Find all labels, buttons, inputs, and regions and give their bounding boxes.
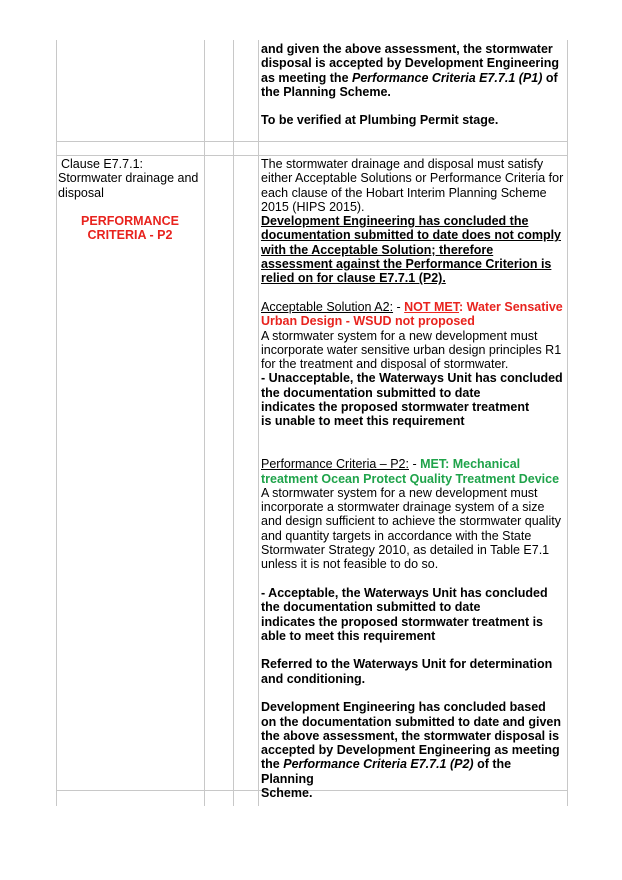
final-conclusion-line: on the documentation submitted to date and given [261, 714, 562, 729]
top-row-line: as meeting the Performance Criteria E7.7.1 (P1) of [261, 70, 558, 85]
p2-status: MET: Mechanical treatment Ocean Protect Quality Treatment Device [261, 457, 560, 486]
performance-criteria-label: PERFORMANCE CRITERIA - P2 [81, 213, 179, 243]
final-conclusion-line: Development Engineering has concluded based [261, 700, 546, 715]
a2-status: NOT MET [404, 299, 460, 314]
acceptable-solution-heading: Acceptable Solution A2: - NOT MET: Water Sensative Urban Design - WSUD not proposed [261, 299, 563, 329]
top-row-content [261, 42, 566, 128]
table-row-divider [56, 141, 568, 142]
intro-paragraph: The stormwater drainage and disposal must satisfy either Acceptable Solutions or Performance Criteria for each clause of the Hobart Interim Planning Scheme 2015 (HIPS 2015). [261, 157, 564, 214]
a2-result-line: the documentation submitted to date [261, 385, 481, 400]
top-row-line: disposal is accepted by Development Engineering [261, 56, 559, 71]
verification-note: To be verified at Plumbing Permit stage. [261, 113, 499, 128]
a2-result-line: indicates the proposed stormwater treatment [261, 400, 530, 415]
table-row-divider [56, 155, 568, 156]
clause-subtitle: Stormwater drainage and disposal [58, 171, 199, 200]
final-conclusion-line: Scheme. [261, 786, 313, 801]
a2-text: A stormwater system for a new development must incorporate water sensitive urban design principles R1 for the treatment and disposal of stormwater. [261, 328, 562, 372]
p2-result-line: the documentation submitted to date [261, 600, 481, 615]
final-conclusion-line: the above assessment, the stormwater disposal is [261, 728, 560, 743]
p2-result-line: - Acceptable, the Waterways Unit has concluded [261, 585, 548, 600]
a2-result-line: - Unacceptable, the Waterways Unit has concluded [261, 371, 563, 386]
final-conclusion-line: the Performance Criteria E7.7.1 (P2) of the Planning [261, 757, 512, 786]
referral-line: Referred to the Waterways Unit for determination [261, 657, 553, 672]
clause-cell [58, 157, 202, 242]
assessment-cell [261, 157, 567, 800]
p2-result-line: able to meet this requirement [261, 628, 436, 643]
p2-text: A stormwater system for a new development must incorporate a stormwater drainage system of a size and design sufficient to achieve the stormwater quality and quantity targets in accordance with the State Stormwater Strategy 2010, as detailed in Table E7.1 unless it is not feasible to do so. [261, 485, 561, 572]
clause-title: Clause E7.7.1: [61, 157, 143, 171]
conclusion-paragraph: Development Engineering has concluded the documentation submitted to date does not comply with the Acceptable Solution; therefore assessment against the Performance Criterion is relied on for clause E7.7.1 (P2). [261, 214, 562, 286]
referral-line: and conditioning. [261, 671, 366, 686]
final-conclusion-line: accepted by Development Engineering as meeting [261, 743, 560, 758]
top-row-line: and given the above assessment, the stormwater [261, 42, 553, 56]
p2-result-line: indicates the proposed stormwater treatment is [261, 614, 544, 629]
top-row-line: the Planning Scheme. [261, 84, 391, 99]
performance-criteria-heading: Performance Criteria – P2: - MET: Mechanical treatment Ocean Protect Quality Treatment Device [261, 457, 560, 486]
a2-result-line: is unable to meet this requirement [261, 414, 465, 429]
